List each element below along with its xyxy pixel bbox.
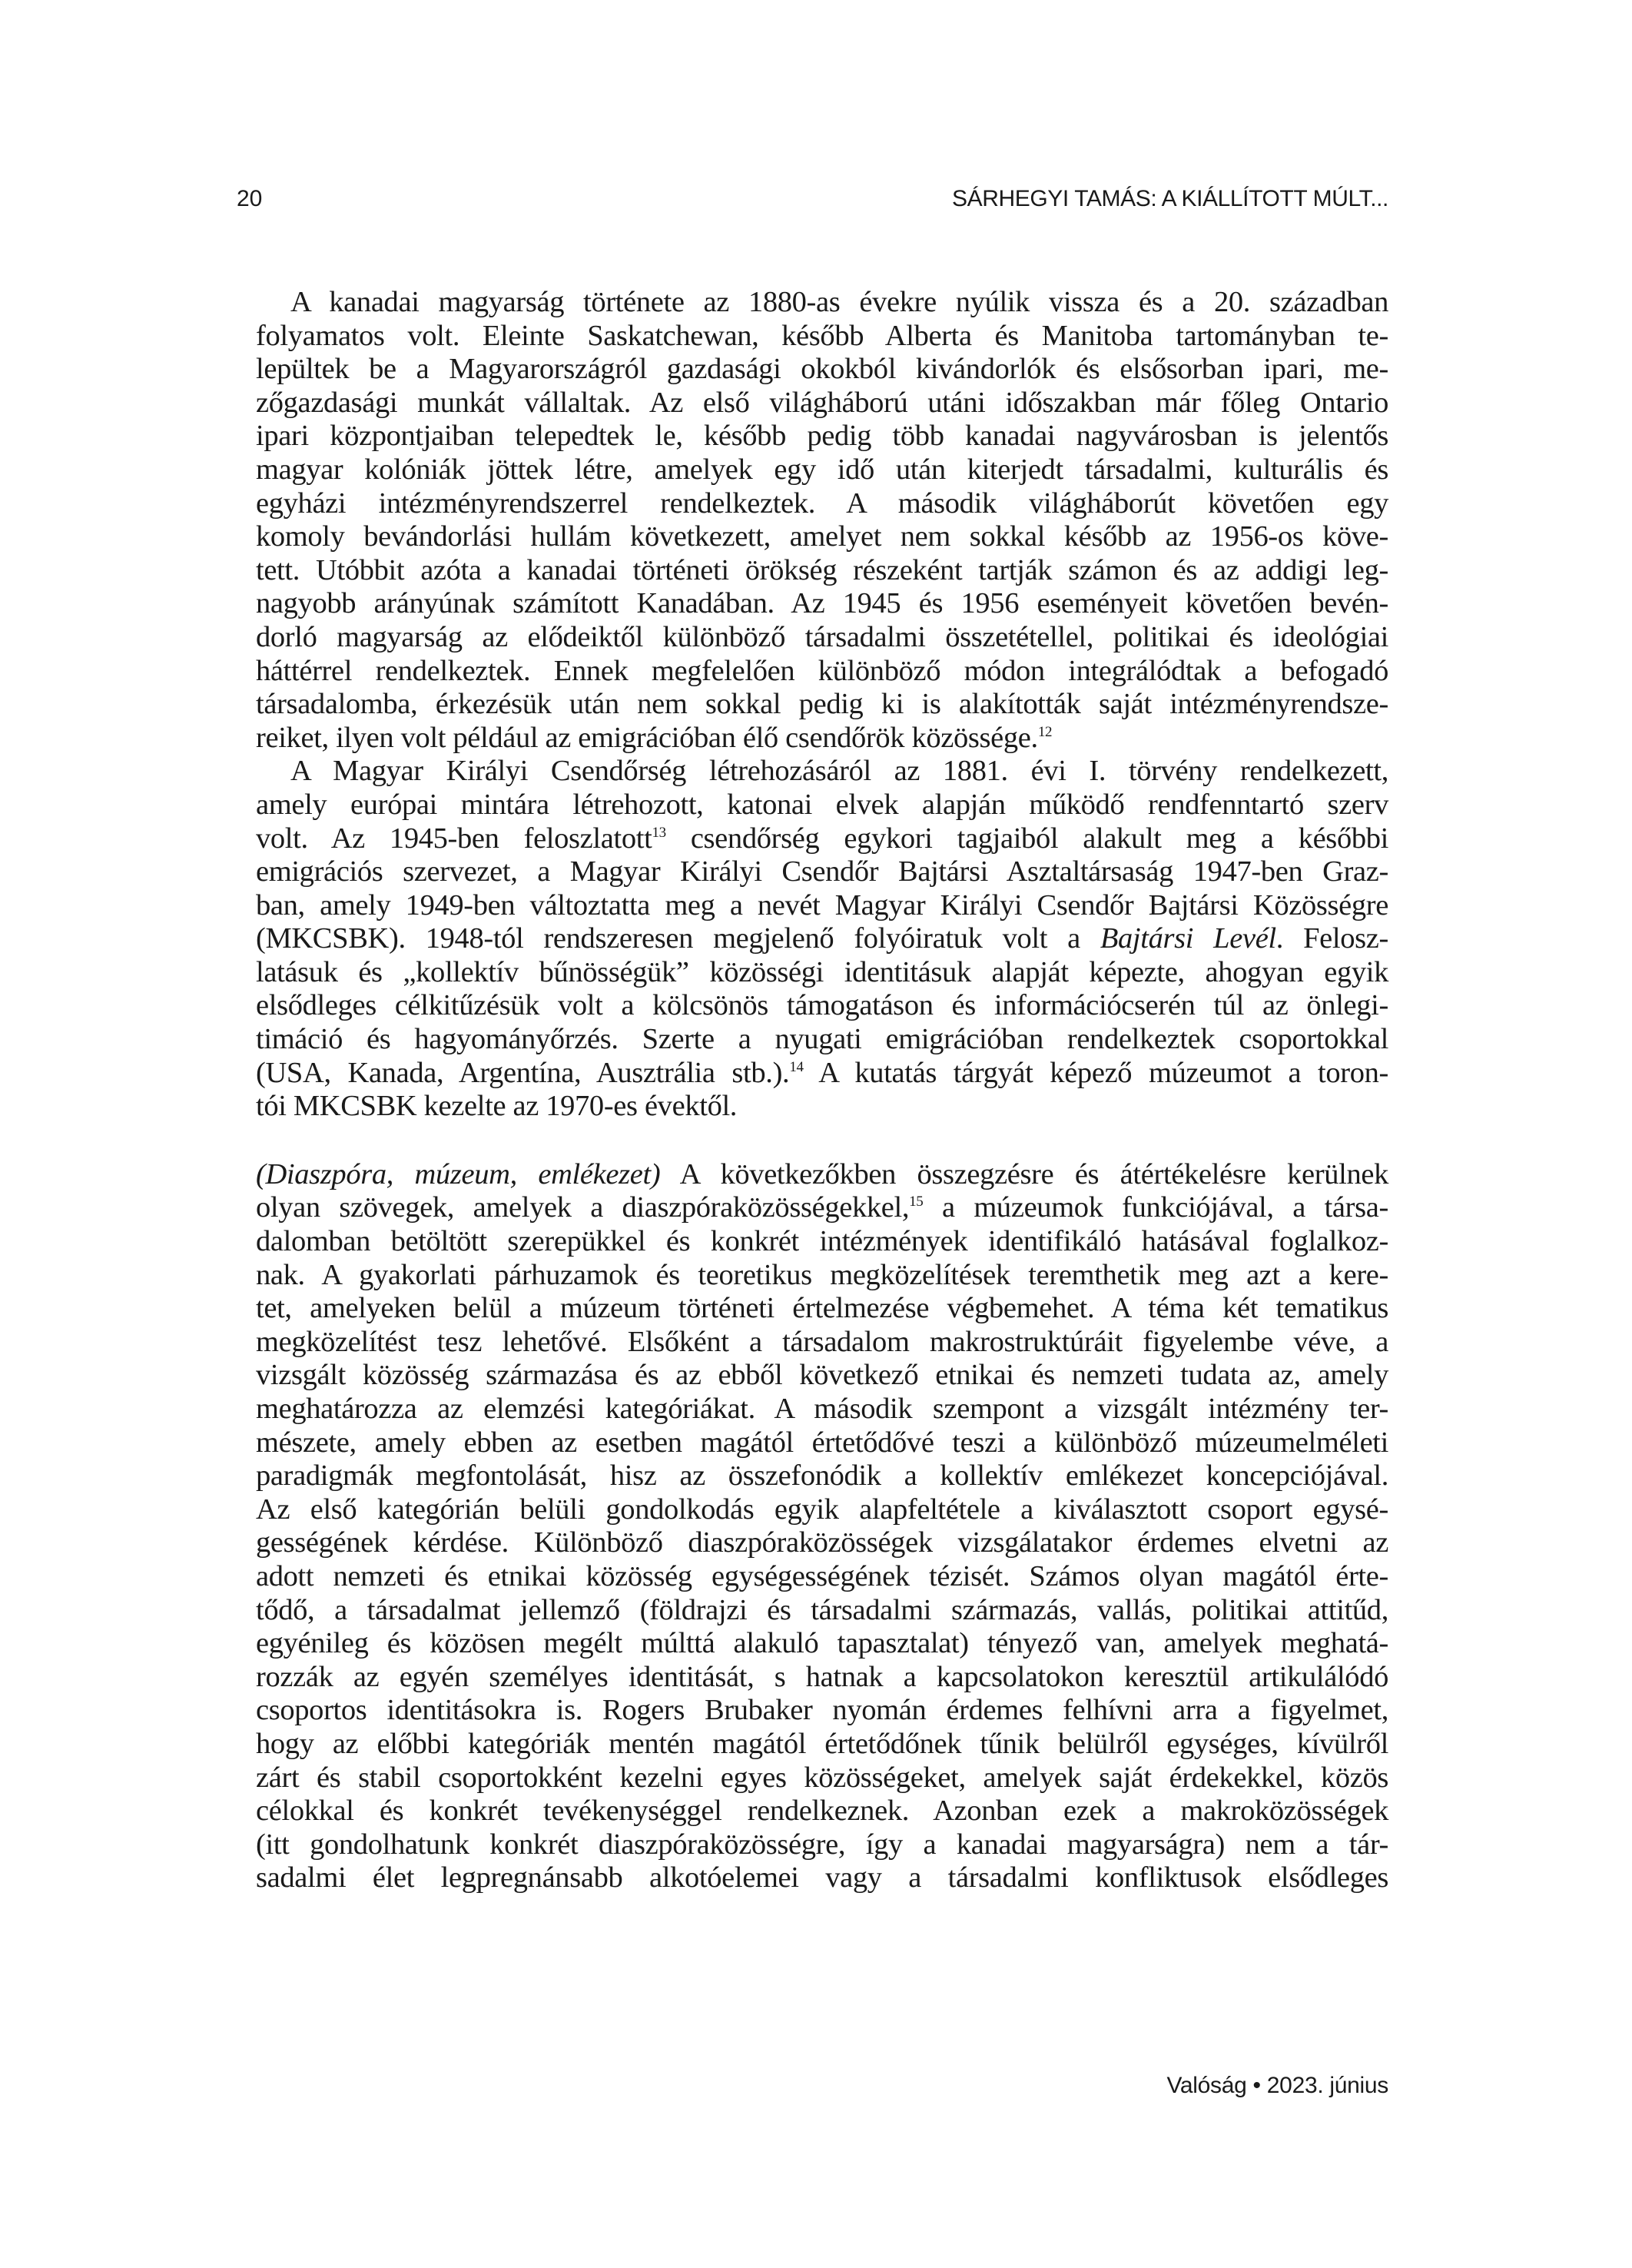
text-run: gességének kérdése. Különböző diaszpóraközösségek vizsgálatakor érdemes elvetni az: [256, 1526, 1388, 1559]
text-run: megközelítést tesz lehetővé. Elsőként a társadalom makrostruktúráit figyelembe véve, a: [256, 1325, 1388, 1358]
text-line: [256, 989, 1388, 1023]
text-run: nak. A gyakorlati párhuzamok és teoretikus megközelítések teremthetik meg azt a kere-: [256, 1258, 1388, 1291]
text-line: [256, 487, 1388, 521]
text-run: rozzák az egyén személyes identitását, s hatnak a kapcsolatokon keresztül artikulálódó: [256, 1660, 1388, 1693]
text-run: . Felosz-: [1275, 922, 1388, 955]
text-line: [256, 1828, 1388, 1862]
text-run: ipari központjaiban telepedtek le, később pedig több kanadai nagyvárosban is jelentős: [256, 420, 1388, 453]
article-body: [256, 286, 1388, 1895]
text-run: tói MKCSBK kezelte az 1970-es évektől.: [256, 1090, 738, 1123]
journal-footer: Valóság • 2023. június: [1166, 2073, 1388, 2098]
text-run: A Magyar Királyi Csendőrség létrehozásáról az 1881. évi I. törvény rendelkezett,: [290, 755, 1388, 788]
text-run: magyar kolóniák jöttek létre, amelyek egy idő után kiterjedt társadalmi, kulturális és: [256, 453, 1388, 486]
text-line: [256, 1090, 1388, 1124]
text-line: [256, 1359, 1388, 1393]
text-run: olyan szövegek, amelyek a diaszpóraközösségekkel,: [256, 1191, 910, 1224]
text-line: [256, 1627, 1388, 1661]
text-run: reiket, ilyen volt például az emigrációban élő csendőrök közössége.: [256, 721, 1038, 754]
text-line: [256, 956, 1388, 990]
text-run: zőgazdasági munkát vállaltak. Az első világháború utáni időszakban már főleg Ontario: [256, 386, 1388, 419]
text-line: [256, 1023, 1388, 1057]
section-gap: [256, 1124, 1388, 1158]
text-run: zárt és stabil csoportokként kezelni egyes közösségeket, amelyek saját érdekekkel, közös: [256, 1761, 1388, 1794]
text-run: folyamatos volt. Eleinte Saskatchewan, később Alberta és Manitoba tartományban te-: [256, 319, 1388, 352]
text-run: vizsgált közösség származása és az ebből következő etnikai és nemzeti tudata az, amely: [256, 1359, 1388, 1392]
text-line: [256, 387, 1388, 420]
text-run: sadalmi élet legpregnánsabb alkotóelemei vagy a társadalmi konfliktusok elsődleges: [256, 1861, 1388, 1894]
text-run: adott nemzeti és etnikai közösség egységességének tézisét. Számos olyan magától érte-: [256, 1559, 1388, 1592]
text-run: A kutatás tárgyát képező múzeumot a toron-: [803, 1056, 1388, 1089]
text-run: meghatározza az elemzési kategóriákat. A második szempont a vizsgált intézmény ter-: [256, 1393, 1388, 1425]
footnote-ref: 12: [1037, 723, 1053, 740]
text-line: [256, 320, 1388, 354]
text-run: egyénileg és közösen megélt múlttá alakuló tapasztalat) tényező van, amelyek meghatá-: [256, 1627, 1388, 1660]
text-run: egyházi intézményrendszerrel rendelkeztek. A második világháborút követően egy: [256, 486, 1388, 520]
text-run: amely európai mintára létrehozott, katonai elvek alapján működő rendfenntartó szerv: [256, 788, 1388, 821]
text-run: A kanadai magyarság története az 1880-as évekre nyúlik vissza és a 20. században: [290, 286, 1388, 318]
text-line: [256, 1560, 1388, 1594]
text-run: paradigmák megfontolását, hisz az összefonódik a kollektív emlékezet koncepciójával.: [256, 1459, 1388, 1493]
text-line: [256, 453, 1388, 487]
text-line: [256, 353, 1388, 387]
text-line: [256, 554, 1388, 588]
text-run: célokkal és konkrét tevékenységgel rendelkeznek. Azonban ezek a makroközösségek: [256, 1795, 1388, 1828]
text-line: [256, 1393, 1388, 1426]
text-run: mészete, amely ebben az esetben magától értetődővé teszi a különböző múzeumelméleti: [256, 1426, 1388, 1459]
running-title: SÁRHEGYI TAMÁS: A KIÁLLÍTOTT MÚLT...: [952, 186, 1388, 211]
text-run: tődő, a társadalmat jellemző (földrajzi és társadalmi származás, vallás, politikai attitűd,: [256, 1593, 1388, 1626]
text-line: [256, 1762, 1388, 1795]
text-run: emigrációs szervezet, a Magyar Királyi Csendőr Bajtársi Asztaltársaság 1947-ben Graz-: [256, 855, 1388, 888]
text-run: (MKCSBK). 1948-tól rendszeresen megjelenő folyóiratuk volt a: [256, 922, 1100, 955]
footnote-ref: 14: [789, 1058, 804, 1075]
text-line: [256, 1795, 1388, 1828]
text-run: ban, amely 1949-ben változtatta meg a nevét Magyar Királyi Csendőr Bajtársi Közösségre: [256, 888, 1388, 921]
text-line: [256, 1493, 1388, 1527]
text-line: [256, 1259, 1388, 1293]
text-line: [256, 722, 1388, 755]
footnote-ref: 13: [652, 824, 666, 841]
text-line: [256, 587, 1388, 621]
text-run: tett. Utóbbit azóta a kanadai történeti örökség részeként tartják számon és az addigi leg-: [256, 553, 1388, 586]
running-header: [237, 186, 1388, 217]
text-line: [256, 1861, 1388, 1895]
text-line: [256, 1526, 1388, 1560]
text-run: dalomban betöltött szerepükkel és konkrét intézmények identifikáló hatásával foglalkoz-: [256, 1225, 1388, 1258]
text-line: [256, 922, 1388, 956]
text-line: [256, 286, 1388, 320]
text-line: [256, 420, 1388, 453]
text-run: tet, amelyeken belül a múzeum történeti értelmezése végbemehet. A téma két tematikus: [256, 1292, 1388, 1325]
text-line: [256, 822, 1388, 856]
text-run: társadalomba, érkezésük után nem sokkal pedig ki is alakították saját intézményrendsze-: [256, 688, 1388, 721]
text-run: (USA, Kanada, Argentína, Ausztrália stb.).: [256, 1056, 790, 1089]
text-run: elsődleges célkitűzésük volt a kölcsönös támogatáson és információcserén túl az önlegi-: [256, 989, 1388, 1022]
text-line: [256, 1057, 1388, 1091]
text-line: [256, 655, 1388, 689]
text-line: [256, 1292, 1388, 1326]
text-line: [256, 1158, 1388, 1192]
text-line: [256, 621, 1388, 655]
text-line: [256, 1728, 1388, 1762]
text-run: A következőkben összegzésre és átértékelésre kerülnek: [660, 1157, 1388, 1190]
text-line: [256, 1459, 1388, 1493]
text-line: [256, 889, 1388, 923]
text-line: [256, 1326, 1388, 1360]
text-run: dorló magyarság az elődeiktől különböző társadalmi összetétellel, politikai és ideológiai: [256, 620, 1388, 653]
text-run: lepültek be a Magyarországról gazdasági okokból kivándorlók és elsősorban ipari, me-: [256, 353, 1388, 386]
text-line: [256, 1225, 1388, 1259]
text-line: [256, 855, 1388, 889]
text-run: Az első kategórián belüli gondolkodás egyik alapfeltétele a kiválasztott csoport egysé-: [256, 1493, 1388, 1526]
text-line: [256, 1694, 1388, 1728]
text-run: latásuk és „kollektív bűnösségük” közösségi identitásuk alapját képezte, ahogyan egyik: [256, 955, 1388, 988]
text-line: [256, 789, 1388, 822]
text-run: volt. Az 1945-ben feloszlatott: [256, 822, 652, 855]
text-run: (itt gondolhatunk konkrét diaszpóraközösségre, így a kanadai magyarságra) nem a tár-: [256, 1828, 1388, 1861]
text-line: [256, 1191, 1388, 1225]
text-run: a múzeumok funkciójával, a társa-: [923, 1191, 1388, 1224]
text-line: [256, 1594, 1388, 1628]
text-line: [256, 520, 1388, 554]
text-run: nagyobb arányúnak számított Kanadában. Az 1945 és 1956 eseményeit követően bevén-: [256, 587, 1388, 620]
text-line: [256, 1426, 1388, 1460]
paragraph: [256, 286, 1388, 755]
footnote-ref: 15: [909, 1194, 924, 1210]
text-run: csoportos identitásokra is. Rogers Brubaker nyomán érdemes felhívni arra a figyelmet,: [256, 1694, 1388, 1727]
page-number: 20: [237, 186, 263, 211]
text-line: [256, 688, 1388, 722]
text-run: hogy az előbbi kategóriák mentén magától értetődőnek tűnik belülről egységes, kívülről: [256, 1727, 1388, 1760]
text-run: csendőrség egykori tagjaiból alakult meg a későbbi: [665, 822, 1388, 855]
paragraph: [256, 1158, 1388, 1895]
text-run: timáció és hagyományőrzés. Szerte a nyugati emigrációban rendelkeztek csoportokkal: [256, 1023, 1388, 1056]
text-run: komoly bevándorlási hullám következett, amelyet nem sokkal később az 1956-os köve-: [256, 520, 1388, 553]
italic-text: Bajtársi Levél: [1100, 922, 1276, 955]
text-line: [256, 1661, 1388, 1695]
text-run: háttérrel rendelkeztek. Ennek megfelelően különböző módon integrálódtak a befogadó: [256, 654, 1388, 687]
italic-text: (Diaszpóra, múzeum, emlékezet): [256, 1157, 661, 1190]
text-line: [256, 755, 1388, 789]
paragraph: [256, 755, 1388, 1124]
